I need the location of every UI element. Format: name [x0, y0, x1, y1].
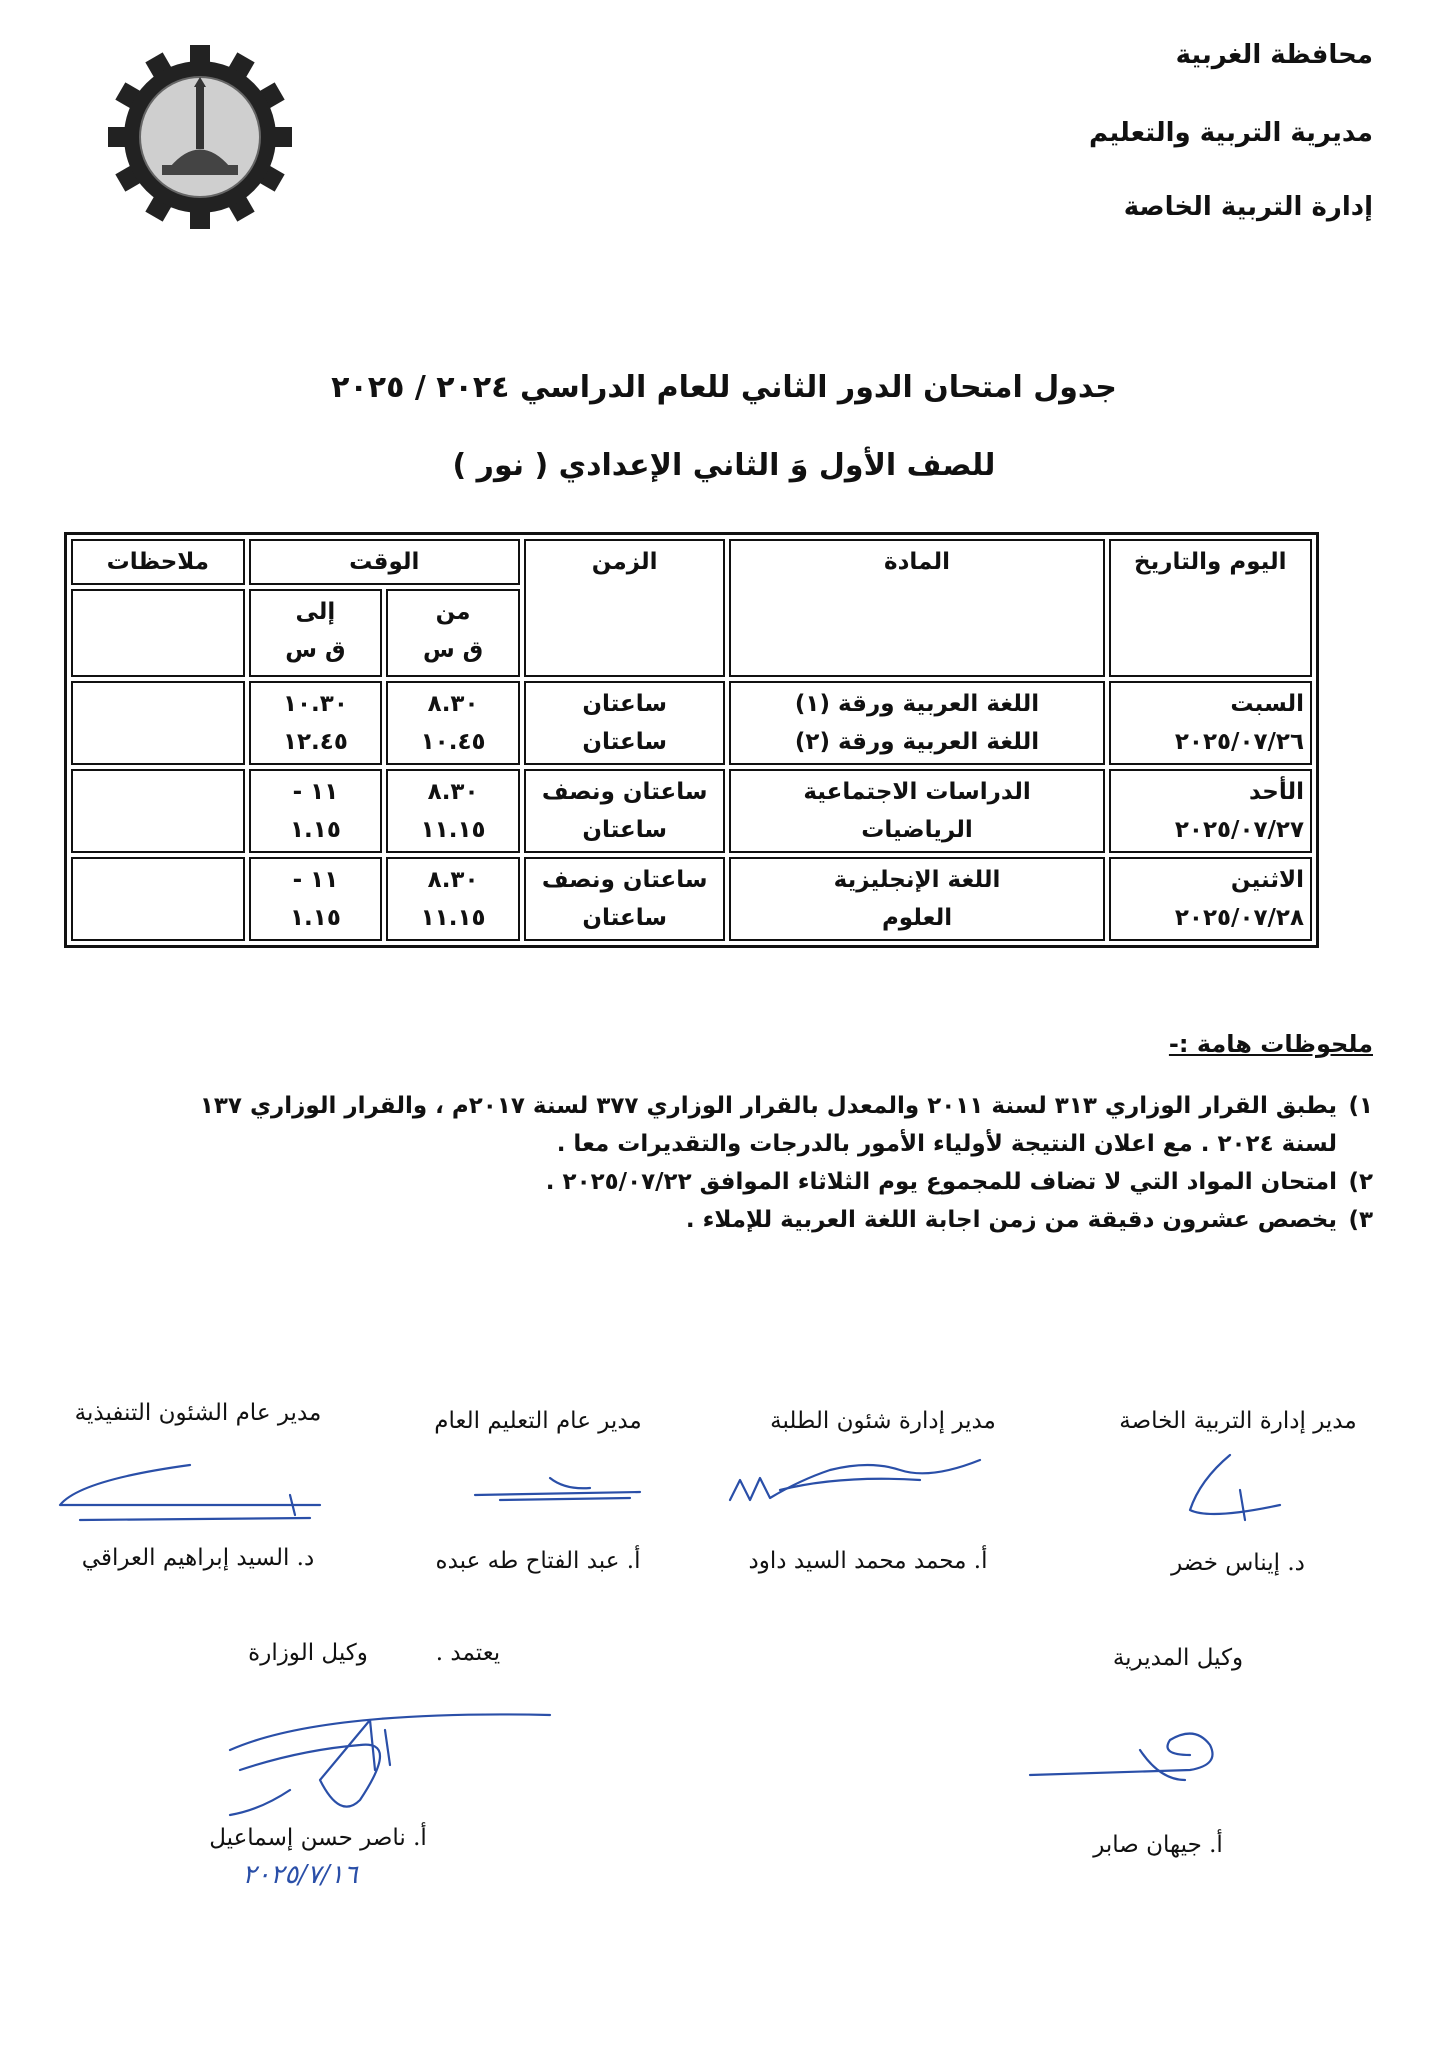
day-date-cell [1109, 769, 1312, 853]
deputy-ministry-name: أ. ناصر حسن إسماعيل [209, 1825, 427, 1851]
table-row [71, 769, 1312, 853]
day-label: الاثنين [1230, 867, 1304, 893]
note-text: يخصص عشرون دقيقة من زمن اجابة اللغة العربية للإملاء . [685, 1207, 1337, 1233]
subject-line: الرياضيات [861, 817, 973, 843]
day-date-cell [1109, 857, 1312, 941]
from-time: ٨.٣٠ [427, 867, 479, 893]
sig-title: مدير عام الشئون التنفيذية [74, 1400, 322, 1426]
to-time: ١٠.٣٠ [282, 691, 348, 717]
deputy-directorate-name: أ. جيهان صابر [1093, 1832, 1223, 1858]
sig-name: د. السيد إبراهيم العراقي [81, 1545, 315, 1571]
duration-line: ساعتان ونصف [541, 867, 708, 893]
note-number: ١) [1348, 1093, 1373, 1119]
duration-cell [524, 681, 726, 765]
note-text: لسنة ٢٠٢٤ . مع اعلان النتيجة لأولياء الأمور بالدرجات والتقديرات معا . [556, 1131, 1337, 1157]
note-text: امتحان المواد التي لا تضاف للمجموع يوم الثلاثاء الموافق ٢٠٢٥/٠٧/٢٢ . [545, 1169, 1337, 1195]
subject-cell [729, 769, 1104, 853]
signature-mark [1170, 1450, 1300, 1540]
gear-logo-icon [105, 42, 295, 232]
from-cell [386, 769, 520, 853]
schedule-title: جدول امتحان الدور الثاني للعام الدراسي ٢٠٢٤ / ٢٠٢٥ [331, 370, 1117, 405]
signature-mark [40, 1460, 330, 1530]
from-time: ١٠.٤٥ [420, 729, 486, 755]
to-time: ١١ - [292, 779, 339, 805]
sig-title: مدير إدارة التربية الخاصة [1119, 1408, 1357, 1434]
duration-line: ساعتان [582, 905, 667, 931]
deputy-ministry-title: وكيل الوزارة [248, 1640, 368, 1666]
sig-name: أ. عبد الفتاح طه عبده [435, 1548, 641, 1574]
date-label: ٢٠٢٥/٠٧/٢٧ [1174, 817, 1304, 843]
schedule-subtitle: للصف الأول وَ الثاني الإعدادي ( نور ) [452, 448, 996, 483]
subject-line: اللغة العربية ورقة (١) [794, 691, 1040, 717]
day-date-cell [1109, 681, 1312, 765]
from-cell [386, 857, 520, 941]
header-from-label: من [435, 599, 471, 625]
approval-date: ٢٠٢٥/٧/١٦ [242, 1860, 358, 1890]
sig-title: مدير عام التعليم العام [434, 1408, 642, 1434]
sig-title: مدير إدارة شئون الطلبة [770, 1408, 996, 1434]
signature-mark [720, 1440, 1000, 1520]
table-row [71, 857, 1312, 941]
to-time: ١.١٥ [290, 905, 341, 931]
notes-empty-header-cell [71, 589, 245, 677]
from-time: ٨.٣٠ [427, 691, 479, 717]
signature-mark [1020, 1710, 1240, 1790]
to-cell [249, 769, 383, 853]
deputy-directorate-title: وكيل المديرية [1112, 1645, 1244, 1671]
approval-label: يعتمد . [435, 1640, 501, 1666]
header-to-label: إلى [295, 599, 336, 625]
note-item [73, 1164, 1373, 1200]
from-cell [386, 681, 520, 765]
department-label: إدارة التربية الخاصة [1123, 192, 1373, 222]
notes-cell [71, 769, 245, 853]
subject-line: اللغة العربية ورقة (٢) [794, 729, 1040, 755]
note-item [73, 1088, 1373, 1124]
to-cell [249, 681, 383, 765]
to-time: ١.١٥ [290, 817, 341, 843]
notes-cell [71, 681, 245, 765]
signature-mark [470, 1470, 650, 1510]
header-to-units: ق س [285, 637, 346, 663]
from-time: ٨.٣٠ [427, 779, 479, 805]
header-time: الوقت [249, 539, 520, 585]
note-item [73, 1202, 1373, 1238]
header-day-date: اليوم والتاريخ [1109, 539, 1312, 677]
note-item [73, 1126, 1373, 1162]
exam-schedule-table [64, 532, 1319, 948]
note-text: يطبق القرار الوزاري ٣١٣ لسنة ٢٠١١ والمعدل بالقرار الوزاري ٣٧٧ لسنة ٢٠١٧م ، والقرار الوزاري ١٣٧ [199, 1093, 1337, 1119]
duration-line: ساعتان [582, 817, 667, 843]
header-subject: المادة [729, 539, 1104, 677]
note-number: ٣) [1348, 1207, 1373, 1233]
subject-line: الدراسات الاجتماعية [803, 779, 1031, 805]
header-duration: الزمن [524, 539, 726, 677]
to-time: ١٢.٤٥ [282, 729, 348, 755]
date-label: ٢٠٢٥/٠٧/٢٦ [1174, 729, 1304, 755]
duration-cell [524, 857, 726, 941]
note-number: ٢) [1348, 1169, 1373, 1195]
sig-name: أ. محمد محمد السيد داود [748, 1548, 988, 1574]
subject-line: العلوم [881, 905, 953, 931]
subject-cell [729, 681, 1104, 765]
notes-title: ملحوظات هامة :- [1168, 1030, 1373, 1058]
header-to [249, 589, 383, 677]
date-label: ٢٠٢٥/٠٧/٢٨ [1174, 905, 1304, 931]
to-cell [249, 857, 383, 941]
subject-line: اللغة الإنجليزية [833, 867, 1001, 893]
header-notes: ملاحظات [71, 539, 245, 585]
sig-name: د. إيناس خضر [1171, 1550, 1305, 1576]
day-label: السبت [1230, 691, 1304, 717]
subject-cell [729, 857, 1104, 941]
table-row [71, 681, 1312, 765]
duration-line: ساعتان [582, 691, 667, 717]
duration-line: ساعتان ونصف [541, 779, 708, 805]
header-from [386, 589, 520, 677]
duration-line: ساعتان [582, 729, 667, 755]
from-time: ١١.١٥ [420, 905, 486, 931]
duration-cell [524, 769, 726, 853]
signature-mark [200, 1690, 560, 1830]
from-time: ١١.١٥ [420, 817, 486, 843]
to-time: ١١ - [292, 867, 339, 893]
header-from-units: ق س [422, 637, 484, 663]
governorate-label: محافظة الغربية [1175, 40, 1373, 70]
day-label: الأحد [1248, 779, 1304, 805]
directorate-label: مديرية التربية والتعليم [1088, 118, 1373, 148]
notes-cell [71, 857, 245, 941]
